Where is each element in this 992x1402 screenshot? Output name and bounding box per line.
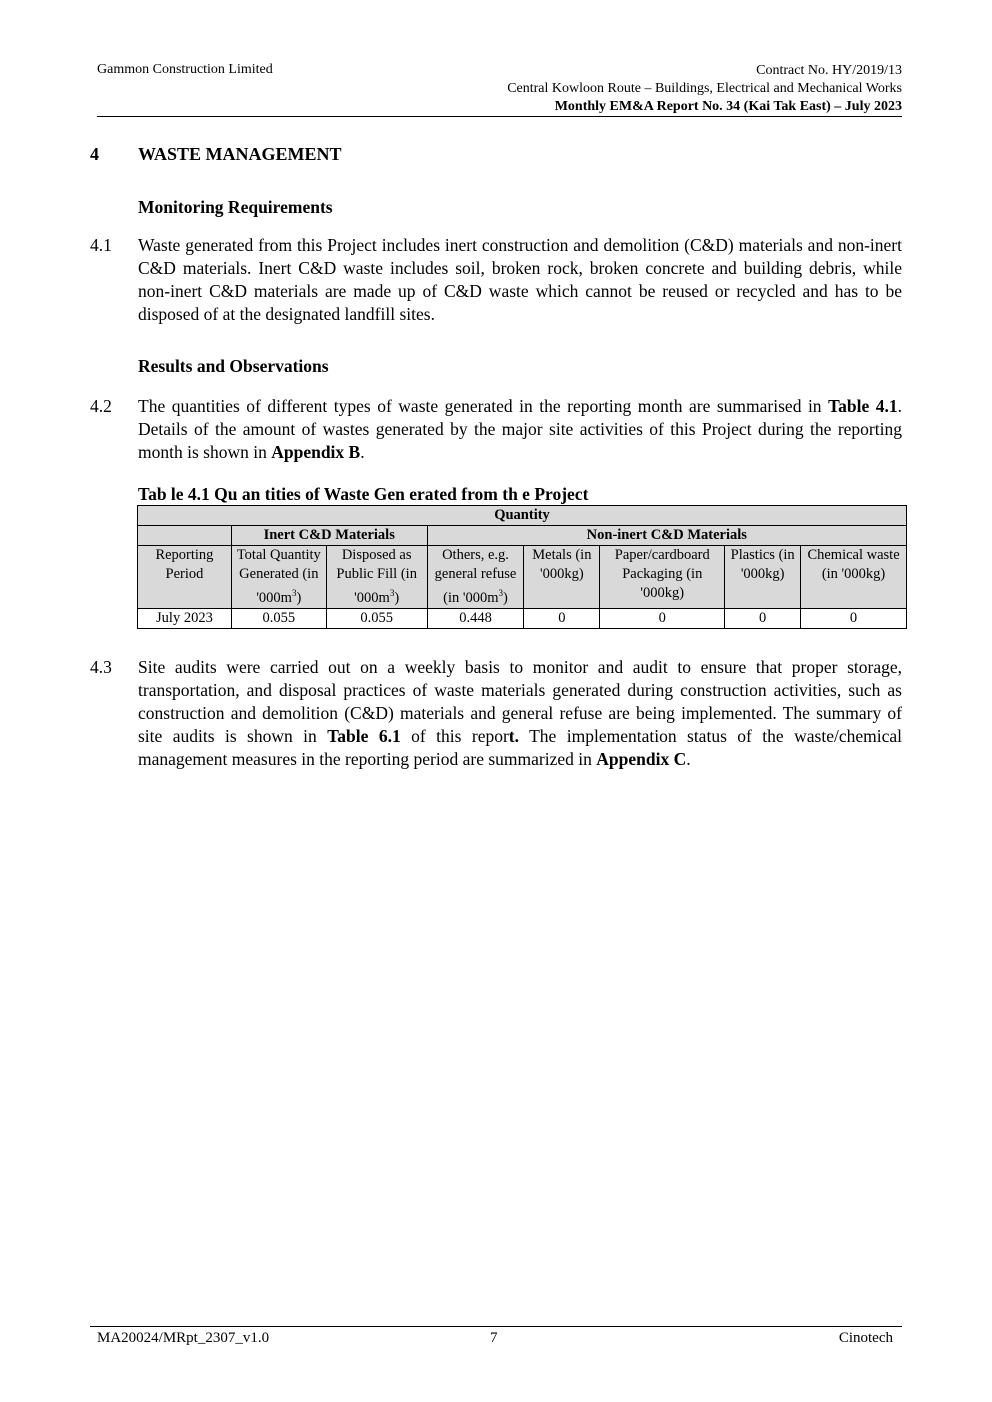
footer-doc-id: MA20024/MRpt_2307_v1.0 bbox=[97, 1330, 270, 1346]
header-text: ) bbox=[296, 589, 302, 606]
col-paper-packaging: Paper/cardboard Packaging (in '000kg) bbox=[600, 546, 725, 609]
text-run: Site audits were carried out on a weekly basis to monitor and audit to ensure that proper storage, transportation, and disposal practices of waste materials generated during construction activities, such as construction and demolition (C&D) materials and general refuse are being implemented. The summary of site audits is shown in bbox=[138, 657, 902, 746]
header-text: Disposed as Public Fill (in '000m bbox=[336, 547, 417, 606]
text-run: t. bbox=[508, 726, 519, 746]
results-heading: Results and Observations bbox=[138, 356, 329, 376]
header-rule bbox=[97, 116, 902, 117]
text-run: of this repor bbox=[400, 726, 509, 746]
noninert-header: Non-inert C&D Materials bbox=[427, 526, 906, 546]
text-run: . Details of the amount of wastes generated by the major site activities of this Project during the reporting month is shown in bbox=[138, 396, 902, 462]
header-company: Gammon Construction Limited bbox=[97, 62, 273, 77]
monitoring-heading: Monitoring Requirements bbox=[138, 197, 333, 217]
paragraph-text bbox=[138, 395, 902, 464]
inert-header: Inert C&D Materials bbox=[231, 526, 427, 546]
table-reference: Table 6.1 bbox=[327, 726, 401, 746]
col-chemical-waste: Chemical waste (in '000kg) bbox=[801, 546, 907, 609]
paragraph-4-2 bbox=[90, 395, 902, 464]
col-plastics: Plastics (in '000kg) bbox=[725, 546, 801, 609]
superscript: 3 bbox=[291, 588, 297, 598]
section-heading: WASTE MANAGEMENT bbox=[138, 144, 342, 164]
text-run: . bbox=[686, 749, 691, 769]
text-run: . bbox=[360, 442, 365, 462]
cell-chemical: 0 bbox=[801, 608, 907, 628]
text-run: The implementation status of the waste/chemical management measures in the reporting period are summarized in bbox=[138, 726, 902, 769]
footer-rule bbox=[90, 1326, 902, 1327]
table-row bbox=[138, 608, 907, 628]
paragraph-number: 4.3 bbox=[90, 657, 112, 677]
cell-paper: 0 bbox=[600, 608, 725, 628]
superscript: 3 bbox=[498, 588, 504, 598]
cell-general-refuse: 0.448 bbox=[427, 608, 524, 628]
empty-header-cell bbox=[138, 526, 232, 546]
text-run: The quantities of different types of waste generated in the reporting month are summarised in bbox=[138, 396, 829, 416]
col-total-quantity bbox=[231, 546, 326, 609]
header-text: ) bbox=[394, 589, 400, 606]
cell-metals: 0 bbox=[524, 608, 600, 628]
superscript: 3 bbox=[389, 588, 395, 598]
paragraph-number: 4.2 bbox=[90, 396, 112, 416]
table-reference: Table 4.1 bbox=[828, 396, 898, 416]
waste-quantity-table bbox=[137, 505, 907, 629]
paragraph-number: 4.1 bbox=[90, 235, 112, 255]
paragraph-text: Waste generated from this Project includes inert construction and demolition (C&D) materials and non-inert C&D materials. Inert C&D waste includes soil, broken rock, broken concrete and building debris, while non-inert C&D materials are made up of C&D waste which cannot be reused or recycled and has to be disposed of at the designated landfill sites. bbox=[138, 235, 902, 324]
cell-plastics: 0 bbox=[725, 608, 801, 628]
header-contract: Contract No. HY/2019/13 bbox=[756, 63, 902, 78]
header-text: ) bbox=[503, 589, 508, 606]
section-title bbox=[90, 144, 342, 165]
cell-public-fill: 0.055 bbox=[326, 608, 427, 628]
col-reporting-period: Reporting Period bbox=[138, 546, 232, 609]
header-project: Central Kowloon Route – Buildings, Electrical and Mechanical Works bbox=[507, 81, 902, 96]
appendix-reference: Appendix B bbox=[271, 442, 361, 462]
appendix-reference: Appendix C bbox=[596, 749, 687, 769]
table-caption: Tab le 4.1 Qu an tities of Waste Gen erated from th e Project bbox=[138, 484, 589, 504]
cell-total: 0.055 bbox=[231, 608, 326, 628]
footer-page-number: 7 bbox=[490, 1330, 498, 1346]
quantity-header: Quantity bbox=[138, 506, 907, 526]
paragraph-4-3 bbox=[90, 656, 902, 771]
header-right-block bbox=[507, 62, 902, 116]
paragraph-text bbox=[138, 656, 902, 771]
cell-period: July 2023 bbox=[138, 608, 232, 628]
header-report: Monthly EM&A Report No. 34 (Kai Tak East) – July 2023 bbox=[554, 99, 902, 114]
section-number: 4 bbox=[90, 144, 99, 164]
header-text: Total Quantity Generated (in '000m bbox=[236, 547, 321, 606]
paragraph-4-1 bbox=[90, 234, 902, 326]
col-public-fill bbox=[326, 546, 427, 609]
footer-company: Cinotech bbox=[838, 1330, 893, 1346]
col-metals: Metals (in '000kg) bbox=[524, 546, 600, 609]
col-general-refuse bbox=[427, 546, 524, 609]
header-text: Others, e.g. general refuse (in '000m bbox=[434, 547, 517, 606]
